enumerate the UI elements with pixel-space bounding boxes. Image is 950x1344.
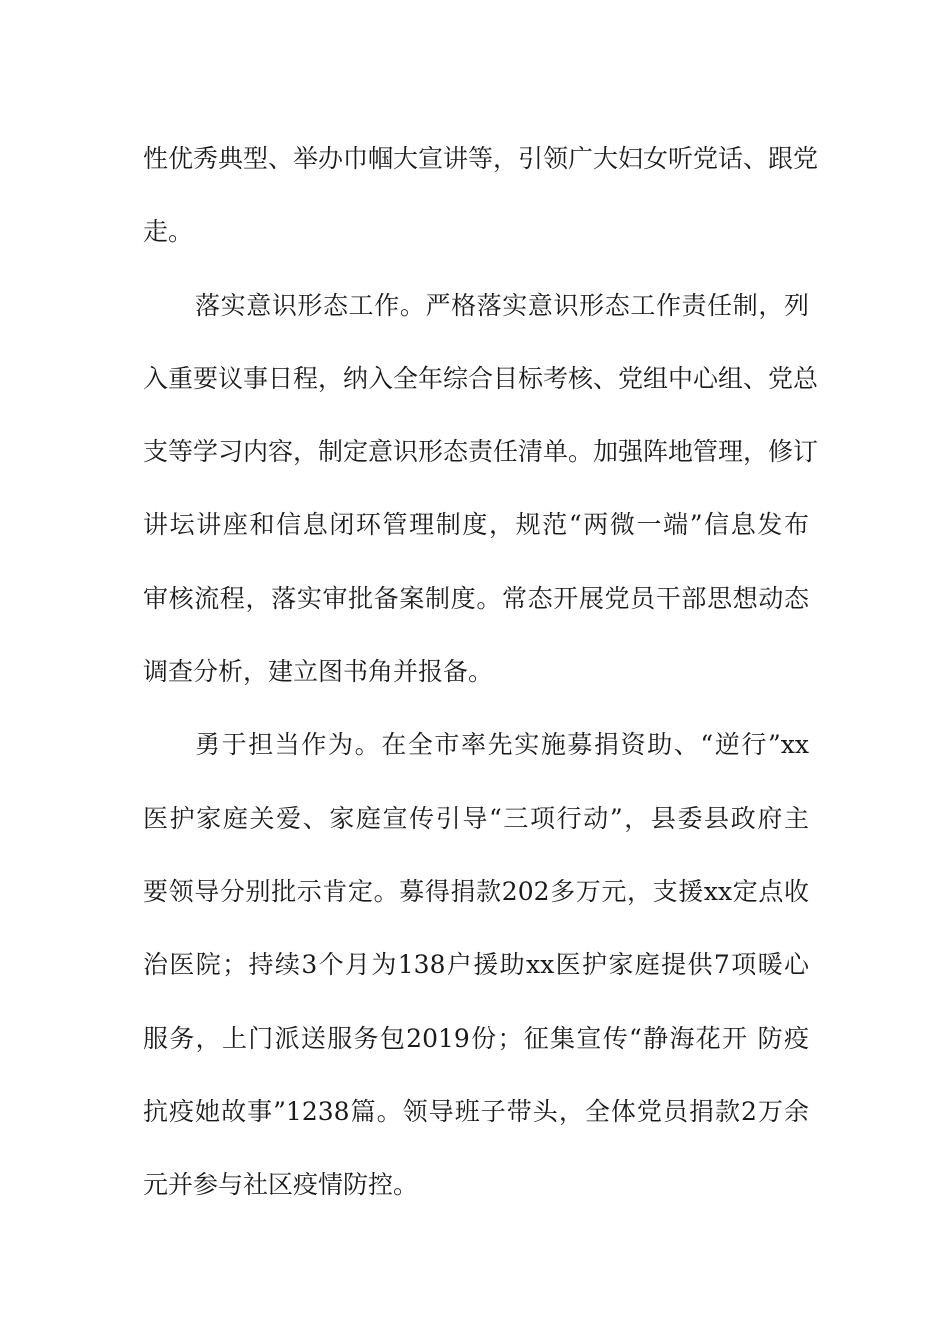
text-line: 走。	[143, 217, 194, 247]
text-line: 入重要议事日程，纳入全年综合目标考核、党组中心组、党总	[143, 363, 819, 393]
text-line: 性优秀典型、举办巾帼大宣讲等，引领广大妇女听党话、跟党	[143, 144, 819, 173]
text-line: 治医院；持续3个月为138户援助xx医护家庭提供7项暖心	[143, 950, 809, 980]
body-text	[143, 122, 819, 1221]
text-line: 讲坛讲座和信息闭环管理制度，规范“两微一端”信息发布	[143, 510, 809, 540]
text-line: 调查分析，建立图书角并报备。	[143, 657, 494, 687]
text-line: 要领导分别批示肯定。募得捐款202多万元，支援xx定点收	[143, 876, 809, 906]
paragraph-2	[143, 269, 819, 709]
text-line: 支等学习内容，制定意识形态责任清单。加强阵地管理，修订	[143, 437, 819, 467]
text-line: 医护家庭关爱、家庭宣传引导“三项行动”，县委县政府主	[143, 803, 809, 833]
text-line: 抗疫她故事”1238篇。领导班子带头，全体党员捐款2万余	[143, 1096, 809, 1126]
text-line: 服务，上门派送服务包2019份；征集宣传“静海花开 防疫	[143, 1023, 809, 1053]
text-line: 勇于担当作为。在全市率先实施募捐资助、“逆行”xx	[195, 730, 809, 760]
text-line: 审核流程，落实审批备案制度。常态开展党员干部思想动态	[143, 583, 809, 613]
paragraph-3	[143, 708, 809, 1221]
text-line: 元并参与社区疫情防控。	[143, 1170, 419, 1200]
text-line: 落实意识形态工作。严格落实意识形态工作责任制，列	[195, 290, 809, 320]
paragraph-1	[143, 122, 819, 269]
